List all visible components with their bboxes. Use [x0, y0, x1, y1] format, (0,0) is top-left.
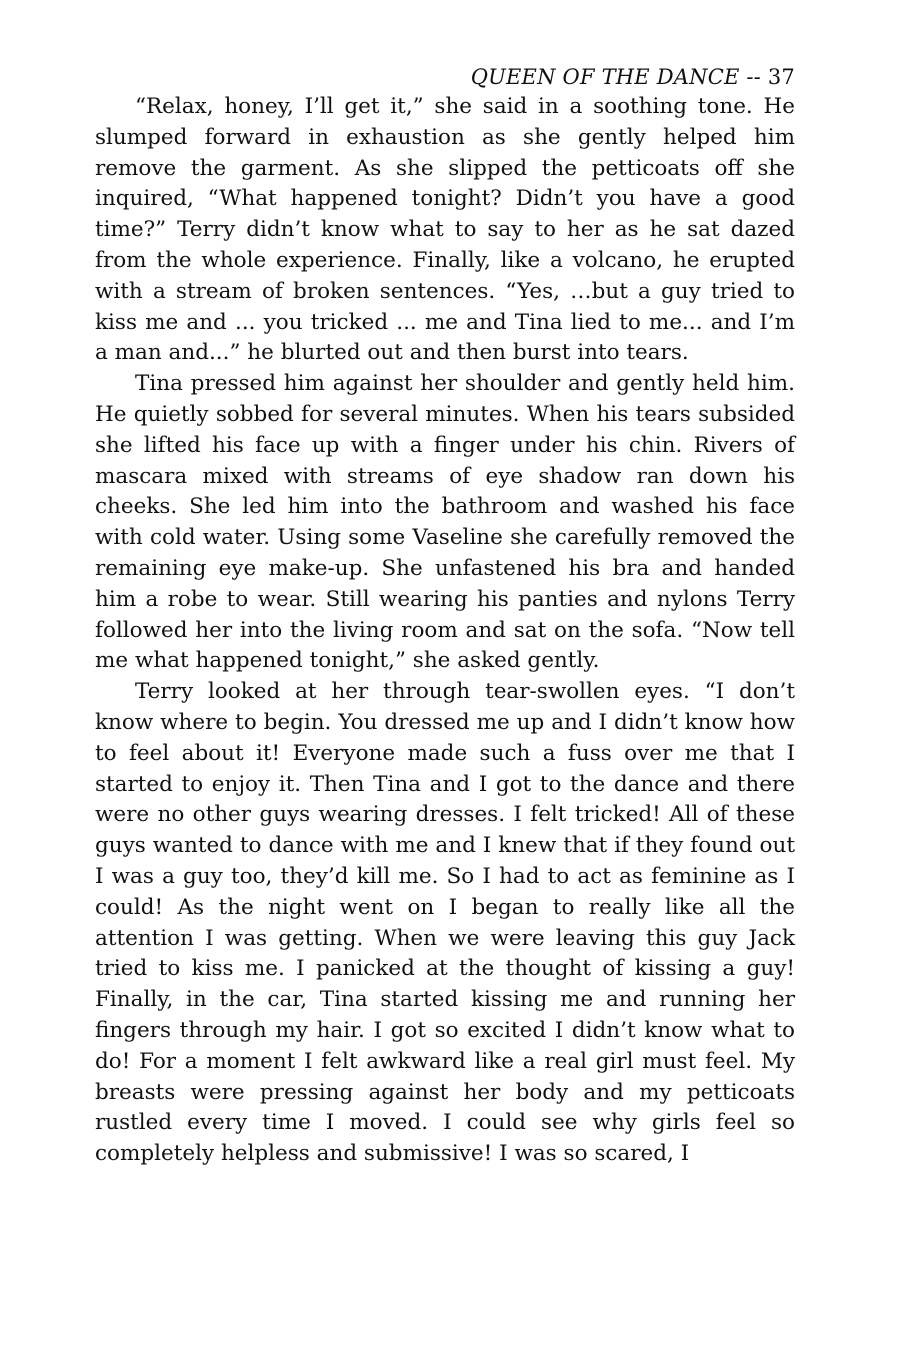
header-separator: --: [746, 65, 761, 89]
page-number: 37: [767, 65, 795, 89]
body-paragraph: Terry looked at her through tear-swollen eyes. “I don’t know where to begin. You dressed me up and I didn’t know how to feel about it! Everyone made such a fuss over me that I started to enjoy it. Then Tina and I got to the dance and there were no other guys wearing dresses. I felt tricked! All of these guys wanted to dance with me and I knew that if they found out I was a guy too, they’d kill me. So I had to act as feminine as I could! As the night went on I began to really like all the attention I was getting. When we were leaving this guy Jack tried to kiss me. I panicked at the thought of kissing a guy! Finally, in the car, Tina started kissing me and running her fingers through my hair. I got so excited I didn’t know what to do! For a moment I felt awkward like a real girl must feel. My breasts were pressing against her body and my petticoats rustled every time I moved. I could see why girls feel so completely helpless and submissive! I was so scared, I: [95, 679, 795, 1167]
running-title: QUEEN OF THE DANCE: [470, 65, 740, 89]
running-header: [95, 62, 795, 92]
body-paragraph: “Relax, honey, I’ll get it,” she said in a soothing tone. He slumped forward in exhaustion as she gently helped him remove the garment. As she slipped the petticoats off she inquired, “What happened tonight? Didn’t you have a good time?” Terry didn’t know what to say to her as he sat dazed from the whole experience. Finally, like a volcano, he erupted with a stream of broken sentences. “Yes, …but a guy tried to kiss me and ... you tricked ... me and Tina lied to me... and I’m a man and...” he blurted out and then burst into tears.: [95, 94, 795, 366]
book-page: [95, 62, 795, 1170]
body-paragraph: Tina pressed him against her shoulder and gently held him. He quietly sobbed for several minutes. When his tears subsided she lifted his face up with a finger under his chin. Rivers of mascara mixed with streams of eye shadow ran down his cheeks. She led him into the bathroom and washed his face with cold water. Using some Vaseline she carefully removed the remaining eye make-up. She unfastened his bra and handed him a robe to wear. Still wearing his panties and nylons Terry followed her into the living room and sat on the sofa. “Now tell me what happened tonight,” she asked gently.: [95, 371, 795, 674]
